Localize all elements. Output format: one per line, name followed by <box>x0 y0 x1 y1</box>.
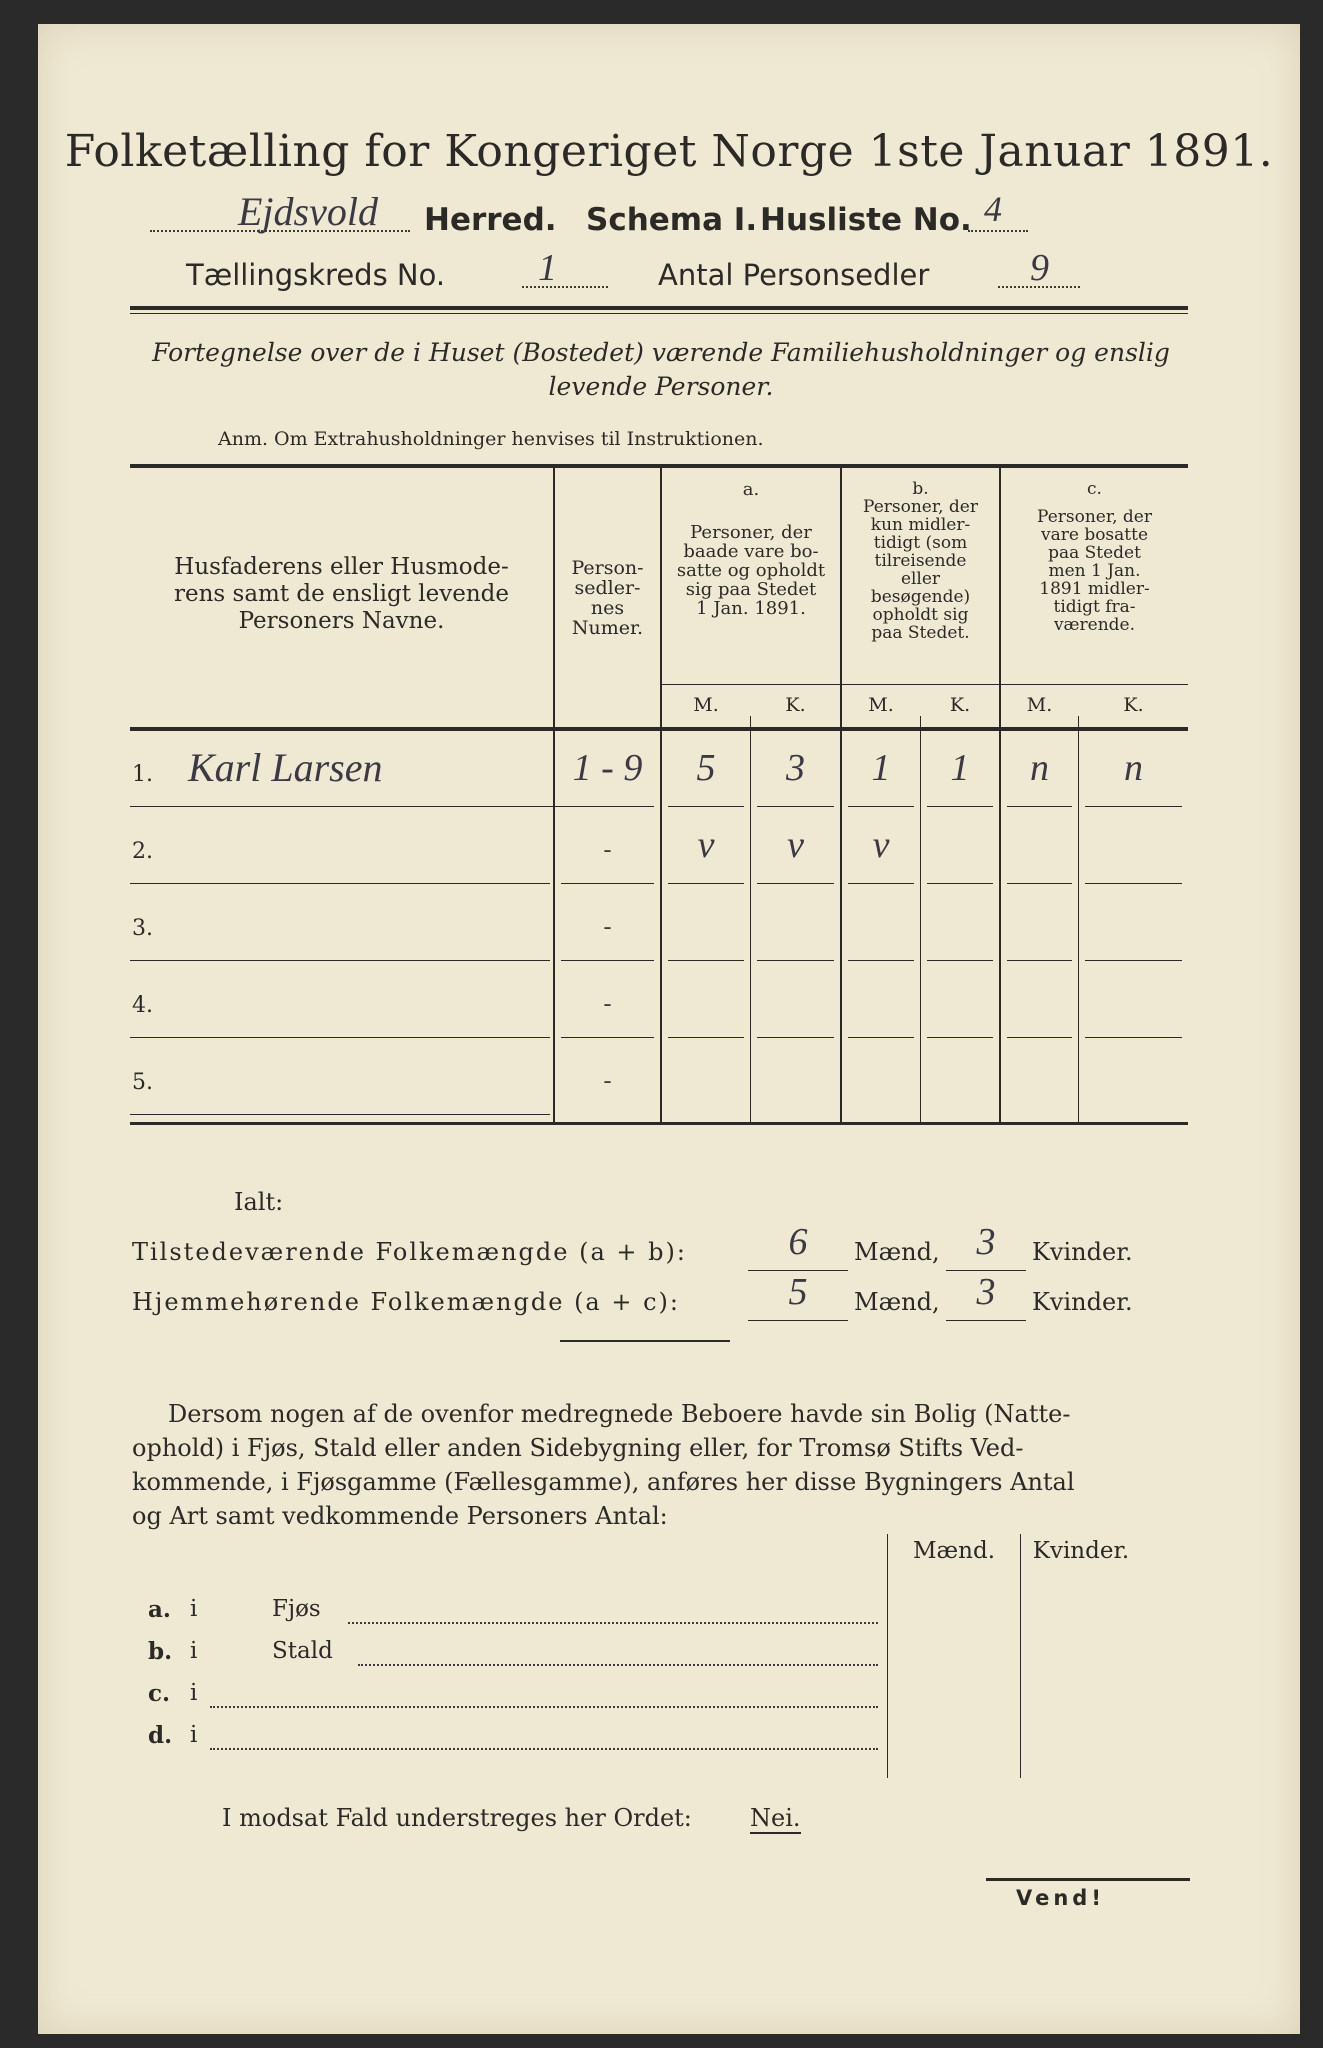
cell-rule <box>1085 883 1182 884</box>
bolig-line3: kommende, i Fjøsgamme (Fællesgamme), anføres her disse Bygningers Antal <box>132 1468 1075 1496</box>
row-rule <box>130 1114 550 1115</box>
cell-rule <box>757 806 834 807</box>
hjemme-label: Hjemmehørende Folkemængde (a + c): <box>132 1288 680 1316</box>
person-name: Karl Larsen <box>188 745 383 790</box>
bolig-i: i <box>190 1680 198 1706</box>
intro-line2: levende Personer. <box>548 372 774 401</box>
bolig-dots <box>210 1748 878 1750</box>
bolig-letter: a. <box>148 1596 171 1623</box>
section-divider <box>560 1340 730 1342</box>
census-form <box>38 24 1300 2034</box>
cell-rule <box>757 883 834 884</box>
header-rule <box>130 306 1188 310</box>
cell-rule <box>757 960 834 961</box>
cell-rule <box>1085 806 1182 807</box>
row-number: 1. <box>132 762 153 787</box>
vend-rule <box>986 1878 1190 1881</box>
ialt-label: Ialt: <box>234 1188 284 1216</box>
table-bottom-rule <box>130 1122 1188 1125</box>
row-number: 2. <box>132 839 153 864</box>
intro-line1: Fortegnelse over de i Huset (Bostedet) værende Familiehusholdninger og enslig <box>152 338 1170 367</box>
nei-word: Nei. <box>750 1804 801 1832</box>
col-c-header: c. Personer, der vare bosatte paa Stedet men 1 Jan. 1891 midler- tidigt fra- værende. <box>1037 479 1152 635</box>
cell-numer: 1 - 9 <box>572 747 643 789</box>
maend-label: Mænd, <box>854 1288 940 1316</box>
hjemme-maend: 5 <box>788 1271 808 1313</box>
kreds-dots <box>522 286 608 288</box>
bolig-line4: og Art samt vedkommende Personers Antal: <box>132 1502 668 1530</box>
cell-rule <box>927 806 993 807</box>
kreds-label: Tællingskreds No. <box>186 258 446 292</box>
bolig-line2: ophold) i Fjøs, Stald eller anden Sidebygning eller, for Tromsø Stifts Ved- <box>132 1434 1024 1462</box>
cell-ck: n <box>1124 747 1143 789</box>
cell-rule <box>668 883 744 884</box>
antal-value: 9 <box>1030 247 1049 289</box>
hjemme-kvinder: 3 <box>976 1271 996 1313</box>
kvinder-label: Kvinder. <box>1032 1288 1133 1316</box>
row-rule <box>130 806 580 807</box>
tilstede-label: Tilstedeværende Folkemængde (a + b): <box>132 1238 687 1266</box>
cell-cm: n <box>1030 747 1049 789</box>
cell-am: 5 <box>696 747 716 789</box>
col-a-header: a. Personer, der baade vare bo- satte og opholdt sig paa Stedet 1 Jan. 1891. <box>676 479 826 619</box>
cell-rule <box>927 1037 993 1038</box>
bolig-col-divider <box>887 1534 888 1778</box>
cell-rule <box>848 960 914 961</box>
cell-rule <box>1007 883 1072 884</box>
husliste-dots <box>968 230 1028 232</box>
bk-label: K. <box>949 694 971 716</box>
row-rule <box>130 960 550 961</box>
table-top-rule <box>130 464 1188 468</box>
anm-note: Anm. Om Extrahusholdninger henvises til Instruktionen. <box>218 428 764 450</box>
cell-rule <box>668 1037 744 1038</box>
antal-label: Antal Personsedler <box>658 258 930 292</box>
modsat-text: I modsat Fald understreges her Ordet: <box>222 1804 692 1832</box>
kvinder-label: Kvinder. <box>1032 1238 1133 1266</box>
cell-am: v <box>697 824 715 866</box>
cell-numer: - <box>603 991 612 1017</box>
herred-label: Herred. <box>424 202 557 238</box>
bolig-letter: d. <box>148 1722 173 1749</box>
bolig-maend-header: Mænd. <box>912 1538 996 1564</box>
cell-ak: 3 <box>786 747 805 789</box>
cell-bm: 1 <box>871 747 891 789</box>
kreds-value: 1 <box>538 247 557 289</box>
cell-numer: - <box>603 1068 612 1094</box>
bm-label: M. <box>868 694 894 716</box>
hjemme-kvinder-rule <box>946 1320 1026 1321</box>
ck-label: K. <box>1123 694 1144 716</box>
cell-rule <box>1085 1037 1182 1038</box>
tilstede-kvinder: 3 <box>976 1221 996 1263</box>
cell-rule <box>668 806 744 807</box>
tilstede-maend: 6 <box>788 1221 808 1263</box>
cell-rule <box>668 960 744 961</box>
bolig-kvinder-header: Kvinder. <box>1032 1538 1130 1564</box>
col-b-header: b. Personer, der kun midler- tidigt (som tilreisende eller besøgende) opholdt sig paa Stedet. <box>863 479 978 643</box>
husliste-value: 4 <box>984 189 1002 229</box>
cell-numer: - <box>603 914 612 940</box>
col-name-header: Husfaderens eller Husmode- rens samt de ensligt levende Personers Navne. <box>174 554 509 634</box>
mk-rule <box>660 684 1188 685</box>
cell-rule <box>848 806 914 807</box>
cell-numer: - <box>603 837 612 863</box>
header-rule-thin <box>130 313 1188 314</box>
cell-rule <box>848 883 914 884</box>
bolig-i: i <box>190 1638 198 1664</box>
row-rule <box>130 883 550 884</box>
page-title: Folketælling for Kongeriget Norge 1ste Januar 1891. <box>64 126 1274 177</box>
cell-rule <box>561 1037 654 1038</box>
am-label: M. <box>693 694 719 716</box>
cell-rule <box>757 1037 834 1038</box>
maend-label: Mænd, <box>854 1238 940 1266</box>
ak-label: K. <box>785 694 806 716</box>
schema-label: Schema I. <box>586 202 758 238</box>
bolig-letter: c. <box>148 1680 171 1707</box>
cell-rule <box>848 1037 914 1038</box>
cell-ak: v <box>787 824 804 866</box>
bolig-col-divider <box>1020 1534 1021 1778</box>
row-number: 3. <box>132 916 153 941</box>
cm-label: M. <box>1026 694 1053 716</box>
vend-label: Vend! <box>1016 1886 1105 1910</box>
cell-rule <box>1007 960 1072 961</box>
cell-rule <box>1007 1037 1072 1038</box>
cell-rule <box>927 960 993 961</box>
cell-rule <box>927 883 993 884</box>
cell-rule <box>561 960 654 961</box>
cell-rule <box>561 883 654 884</box>
cell-rule <box>561 806 654 807</box>
cell-rule <box>1085 960 1182 961</box>
bolig-i: i <box>190 1722 198 1748</box>
row-rule <box>130 1037 550 1038</box>
bolig-label: Stald <box>272 1638 333 1664</box>
table-header-rule <box>130 727 1188 731</box>
row-number: 4. <box>132 993 153 1018</box>
bolig-i: i <box>190 1596 198 1622</box>
cell-bm: v <box>872 824 890 866</box>
bolig-letter: b. <box>148 1638 173 1665</box>
bolig-label: Fjøs <box>272 1596 321 1622</box>
cell-rule <box>1007 806 1072 807</box>
husliste-label: Husliste No. <box>760 202 972 238</box>
bolig-dots <box>348 1622 878 1624</box>
bolig-dots <box>358 1664 878 1666</box>
row-number: 5. <box>132 1070 153 1095</box>
col-numer-header: Person- sedler- nes Numer. <box>571 557 644 639</box>
hjemme-maend-rule <box>748 1320 848 1321</box>
bolig-line1: Dersom nogen af de ovenfor medregnede Beboere havde sin Bolig (Natte- <box>168 1400 1071 1428</box>
bolig-dots <box>210 1706 878 1708</box>
herred-value: Ejdsvold <box>238 189 378 234</box>
cell-bk: 1 <box>950 747 970 789</box>
